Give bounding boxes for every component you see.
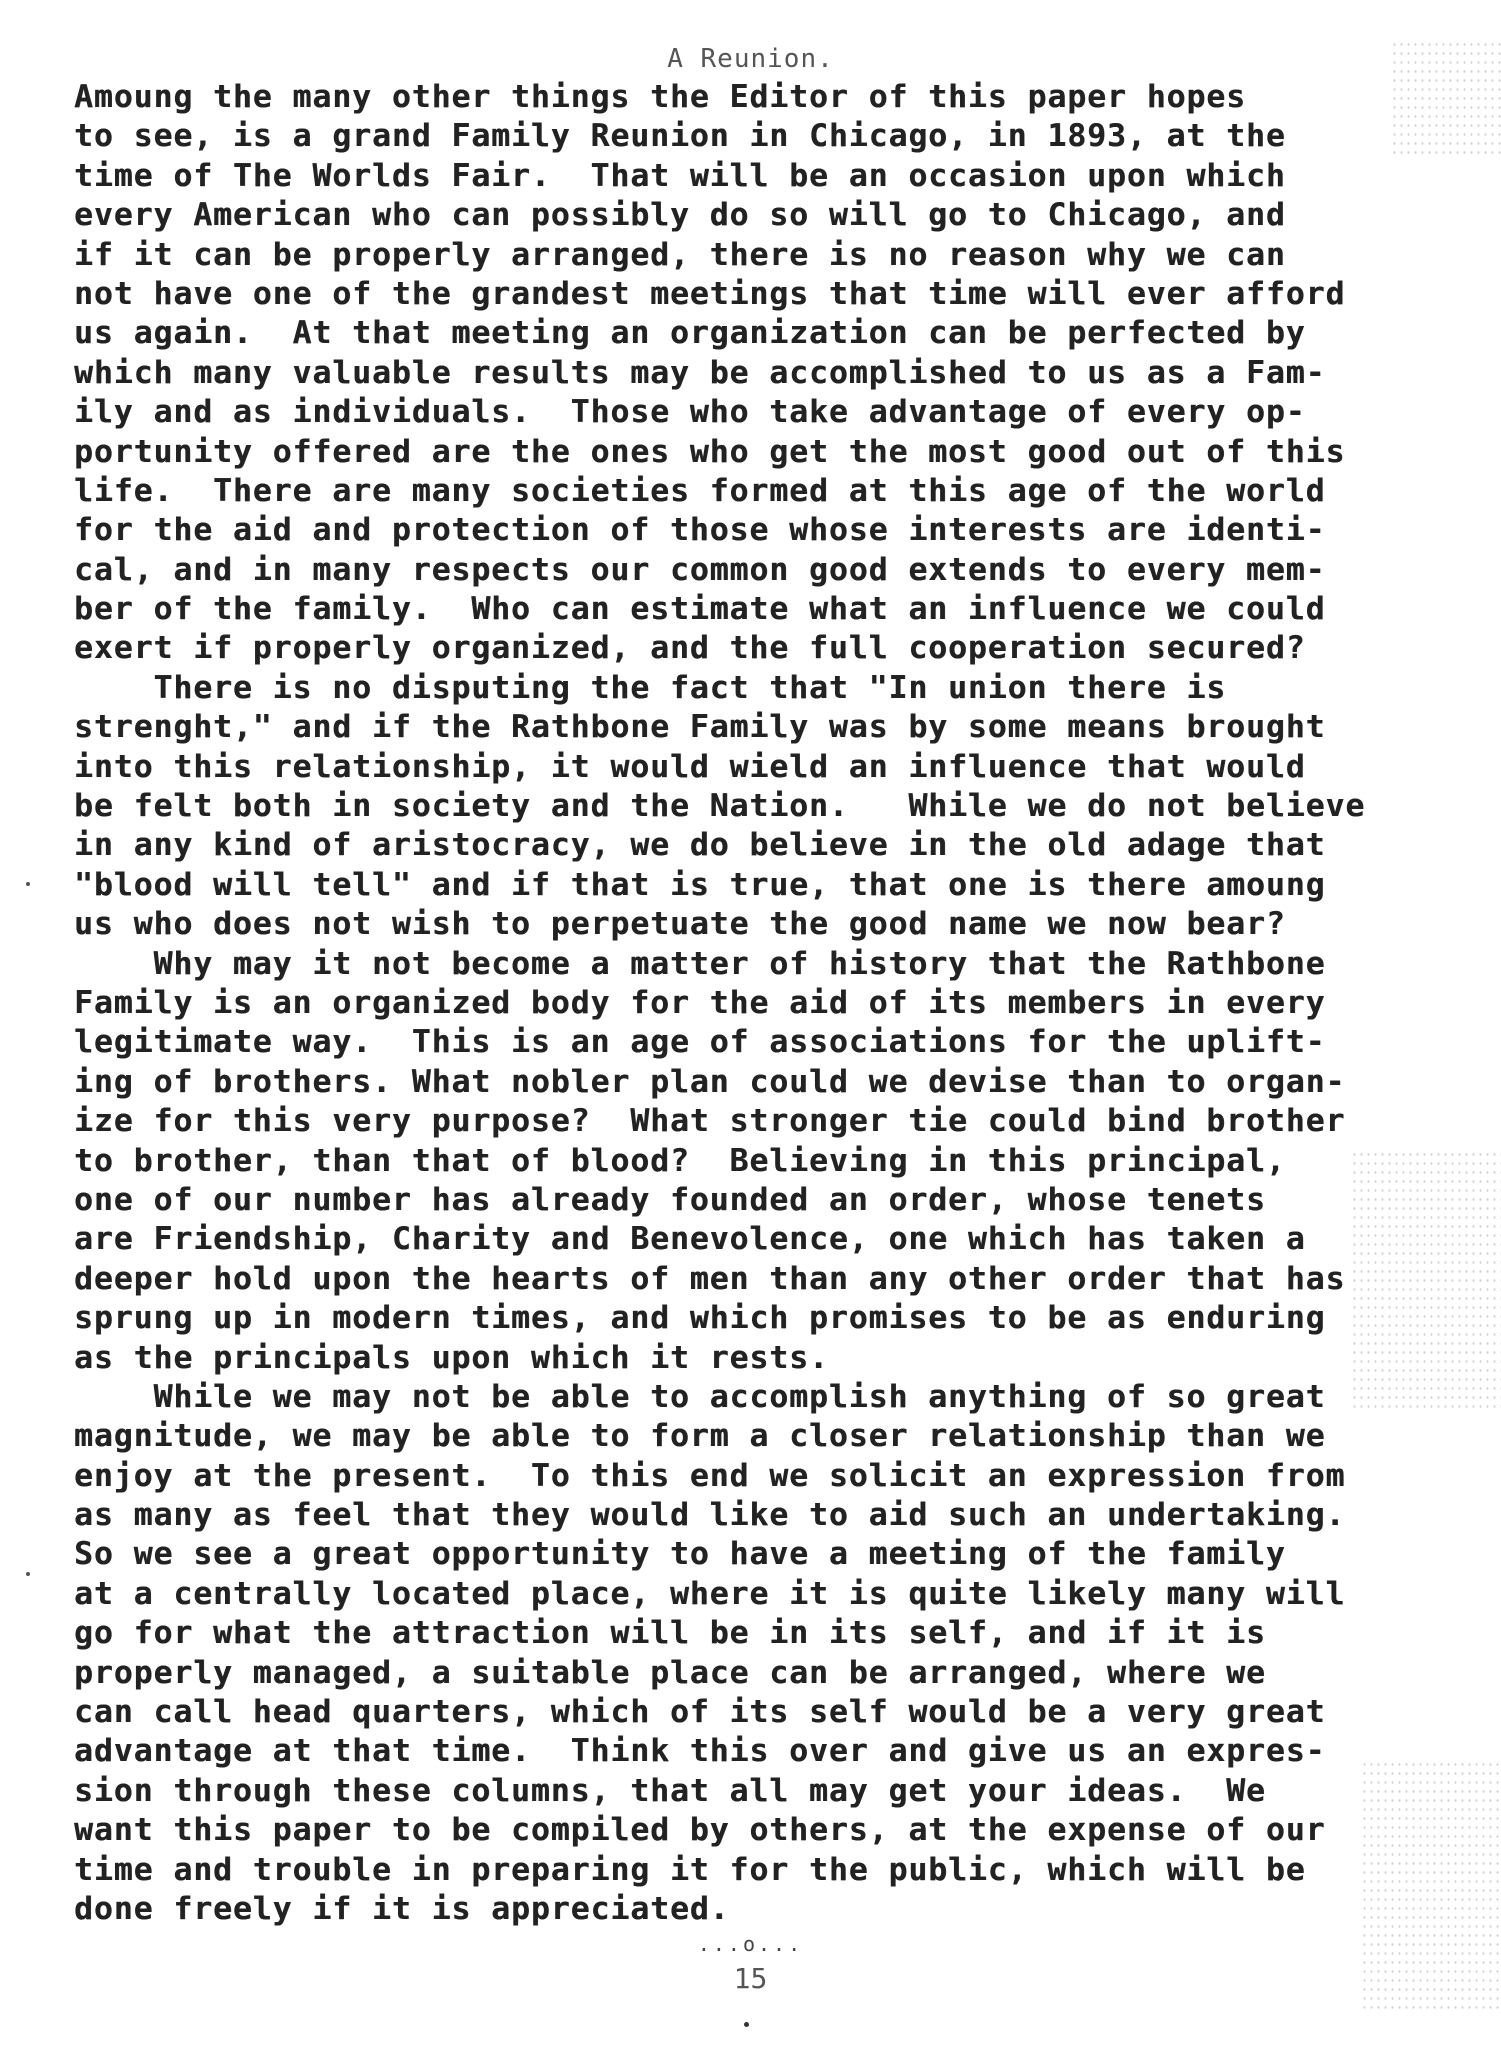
text-line: ily and as individuals. Those who take advantage of every op-	[74, 394, 1306, 431]
text-line: every American who can possibly do so will go to Chicago, and	[74, 197, 1286, 234]
text-line: as many as feel that they would like to aid such an undertaking.	[74, 1497, 1346, 1534]
text-line: Amoung the many other things the Editor of this paper hopes	[74, 79, 1247, 115]
text-line: to brother, than that of blood? Believing in this principal,	[74, 1142, 1286, 1179]
text-line: legitimate way. This is an age of associations for the uplift-	[74, 1024, 1326, 1061]
text-line: magnitude, we may be able to form a closer relationship than we	[74, 1418, 1326, 1455]
text-line: which many valuable results may be accomplished to us as a Fam-	[74, 354, 1326, 391]
text-line: one of our number has already founded an order, whose tenets	[74, 1181, 1266, 1218]
text-line: sion through these columns, that all may get your ideas. We	[74, 1772, 1266, 1809]
text-line: to see, is a grand Family Reunion in Chicago, in 1893, at the	[74, 118, 1286, 155]
footer-mark	[744, 2022, 749, 2027]
text-line: Why may it not become a matter of history that the Rathbone	[74, 945, 1326, 982]
text-line: exert if properly organized, and the full cooperation secured?	[74, 630, 1306, 667]
text-line: into this relationship, it would wield an influence that would	[74, 748, 1306, 785]
margin-mark	[26, 882, 30, 886]
text-line: deeper hold upon the hearts of men than any other order that has	[74, 1260, 1346, 1297]
text-line: not have one of the grandest meetings that time will ever afford	[74, 275, 1346, 312]
text-line: properly managed, a suitable place can be arranged, where we	[74, 1654, 1266, 1691]
text-line: for the aid and protection of those whose interests are identi-	[74, 512, 1326, 549]
article-body	[74, 78, 1404, 1929]
text-line: enjoy at the present. To this end we solicit an expression from	[74, 1457, 1346, 1494]
section-ornament: ...o...	[697, 1932, 804, 1956]
text-line: cal, and in many respects our common good extends to every mem-	[74, 551, 1326, 588]
text-line: as the principals upon which it rests.	[74, 1339, 829, 1376]
text-line: ize for this very purpose? What stronger tie could bind brother	[74, 1103, 1346, 1140]
article-title: A Reunion.	[667, 44, 834, 74]
text-line: at a centrally located place, where it is quite likely many will	[74, 1575, 1346, 1612]
text-line: advantage at that time. Think this over and give us an expres-	[74, 1733, 1326, 1770]
margin-mark	[26, 1572, 30, 1576]
text-line: Family is an organized body for the aid of its members in every	[74, 984, 1326, 1021]
text-line: us again. At that meeting an organization can be perfected by	[74, 315, 1306, 352]
text-line: life. There are many societies formed at this age of the world	[74, 472, 1326, 509]
text-line: in any kind of aristocracy, we do believe in the old adage that	[74, 827, 1326, 864]
text-line: "blood will tell" and if that is true, that one is there amoung	[74, 866, 1326, 903]
text-line: if it can be properly arranged, there is no reason why we can	[74, 236, 1286, 273]
text-line: be felt both in society and the Nation. While we do not believe	[74, 788, 1366, 825]
text-line: done freely if it is appreciated.	[74, 1890, 730, 1927]
page-number: 15	[733, 1962, 768, 1995]
text-line: portunity offered are the ones who get the most good out of this	[74, 433, 1346, 470]
text-line: us who does not wish to perpetuate the good name we now bear?	[74, 906, 1286, 943]
text-line: ber of the family. Who can estimate what an influence we could	[74, 591, 1326, 628]
text-line: sprung up in modern times, and which promises to be as enduring	[74, 1300, 1326, 1337]
text-line: want this paper to be compiled by others, at the expense of our	[74, 1812, 1326, 1849]
text-line: go for what the attraction will be in its self, and if it is	[74, 1615, 1266, 1652]
text-line: While we may not be able to accomplish anything of so great	[74, 1378, 1326, 1415]
text-line: are Friendship, Charity and Benevolence, one which has taken a	[74, 1221, 1306, 1258]
text-line: time and trouble in preparing it for the public, which will be	[74, 1851, 1306, 1888]
text-line: strenght," and if the Rathbone Family was by some means brought	[74, 709, 1326, 746]
text-line: can call head quarters, which of its self would be a very great	[74, 1694, 1326, 1731]
text-line: There is no disputing the fact that "In union there is	[74, 669, 1227, 706]
text-line: time of The Worlds Fair. That will be an occasion upon which	[74, 157, 1286, 194]
text-line: So we see a great opportunity to have a meeting of the family	[74, 1536, 1286, 1573]
text-line: ing of brothers. What nobler plan could we devise than to organ-	[74, 1063, 1346, 1100]
